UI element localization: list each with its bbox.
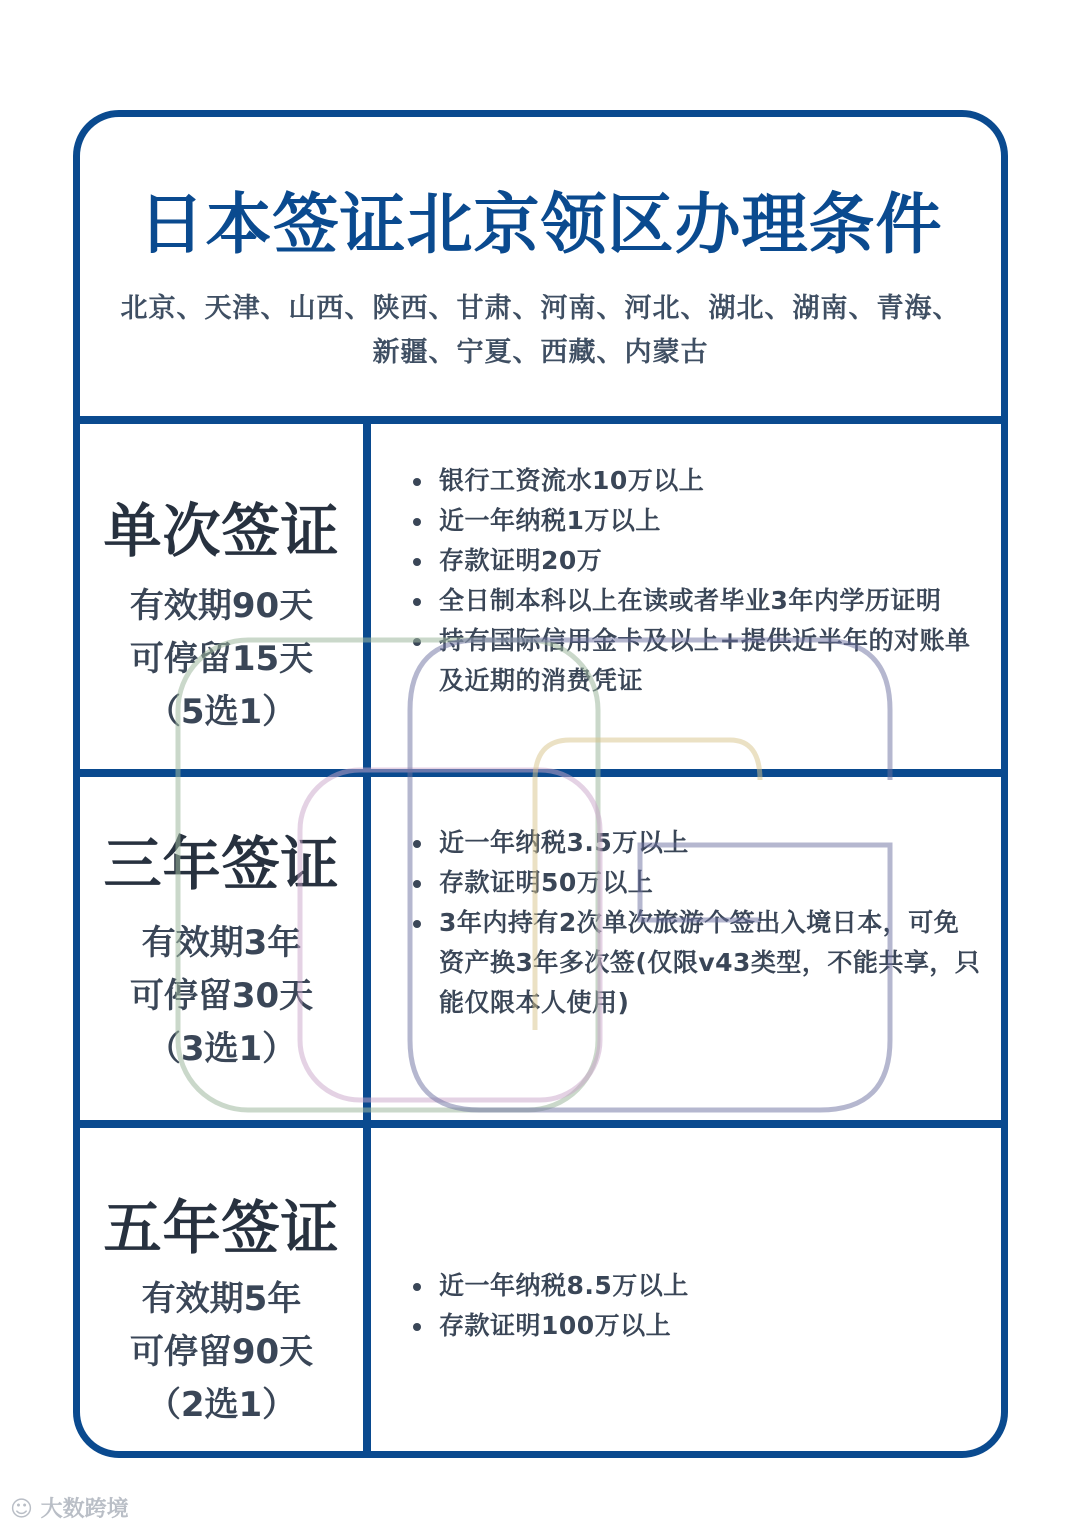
list-item: 全日制本科以上在读或者毕业3年内学历证明 xyxy=(439,581,981,621)
visa-row-single xyxy=(80,424,1001,769)
visa-validity: 有效期5年 xyxy=(141,1279,302,1319)
page-title: 日本签证北京领区办理条件 xyxy=(138,186,943,263)
footer-brand-label: 大数跨境 xyxy=(40,1497,129,1522)
divider-row1 xyxy=(80,769,1001,777)
visa-conditions xyxy=(371,424,1001,769)
bullet-icon xyxy=(413,638,421,646)
bullet-icon xyxy=(413,840,421,848)
bullet-icon xyxy=(413,1283,421,1291)
divider-header xyxy=(80,416,1001,424)
visa-row-three-year xyxy=(80,777,1001,1120)
bullet-icon xyxy=(413,880,421,888)
visa-stay: 可停留30天 xyxy=(129,976,314,1016)
visa-summary xyxy=(80,777,363,1120)
visa-choose: （5选1） xyxy=(146,692,297,732)
visa-choose: （3选1） xyxy=(146,1029,297,1069)
footer-brand xyxy=(10,1492,129,1523)
visa-summary xyxy=(80,424,363,769)
visa-stay: 可停留90天 xyxy=(129,1332,314,1372)
bullet-icon xyxy=(413,1323,421,1331)
visa-validity: 有效期90天 xyxy=(129,586,314,626)
consular-regions: 北京、天津、山西、陕西、甘肃、河南、河北、湖北、湖南、青海、新疆、宁夏、西藏、内蒙古 xyxy=(120,293,961,368)
visa-conditions-card xyxy=(73,110,1008,1458)
list-item: 近一年纳税3.5万以上 xyxy=(439,823,981,863)
bullet-icon xyxy=(413,558,421,566)
bullet-icon xyxy=(413,920,421,928)
visa-name: 三年签证 xyxy=(103,830,340,898)
bullet-icon xyxy=(413,478,421,486)
divider-row2 xyxy=(80,1120,1001,1128)
visa-choose: （2选1） xyxy=(146,1385,297,1425)
list-item: 近一年纳税8.5万以上 xyxy=(439,1266,981,1306)
list-item: 银行工资流水10万以上 xyxy=(439,461,981,501)
bullet-icon xyxy=(413,598,421,606)
list-item: 近一年纳税1万以上 xyxy=(439,501,981,541)
brand-logo-icon: ☺ xyxy=(10,1497,33,1522)
list-item: 存款证明100万以上 xyxy=(439,1306,981,1346)
condition-list xyxy=(371,461,981,701)
list-item: 持有国际信用金卡及以上+提供近半年的对账单及近期的消费凭证 xyxy=(439,621,981,701)
list-item: 存款证明20万 xyxy=(439,541,981,581)
visa-name: 五年签证 xyxy=(103,1194,340,1262)
card-header xyxy=(80,117,1001,420)
visa-conditions xyxy=(371,1128,1001,1458)
visa-name: 单次签证 xyxy=(103,497,340,565)
visa-row-five-year xyxy=(80,1128,1001,1458)
condition-list xyxy=(371,1266,981,1346)
visa-summary xyxy=(80,1128,363,1458)
bullet-icon xyxy=(413,518,421,526)
visa-conditions xyxy=(371,777,1001,1120)
condition-list xyxy=(371,823,981,1023)
visa-stay: 可停留15天 xyxy=(129,639,314,679)
list-item: 3年内持有2次单次旅游个签出入境日本，可免资产换3年多次签(仅限v43类型，不能共享，只能仅限本人使用) xyxy=(439,903,981,1023)
list-item: 存款证明50万以上 xyxy=(439,863,981,903)
visa-validity: 有效期3年 xyxy=(141,923,302,963)
